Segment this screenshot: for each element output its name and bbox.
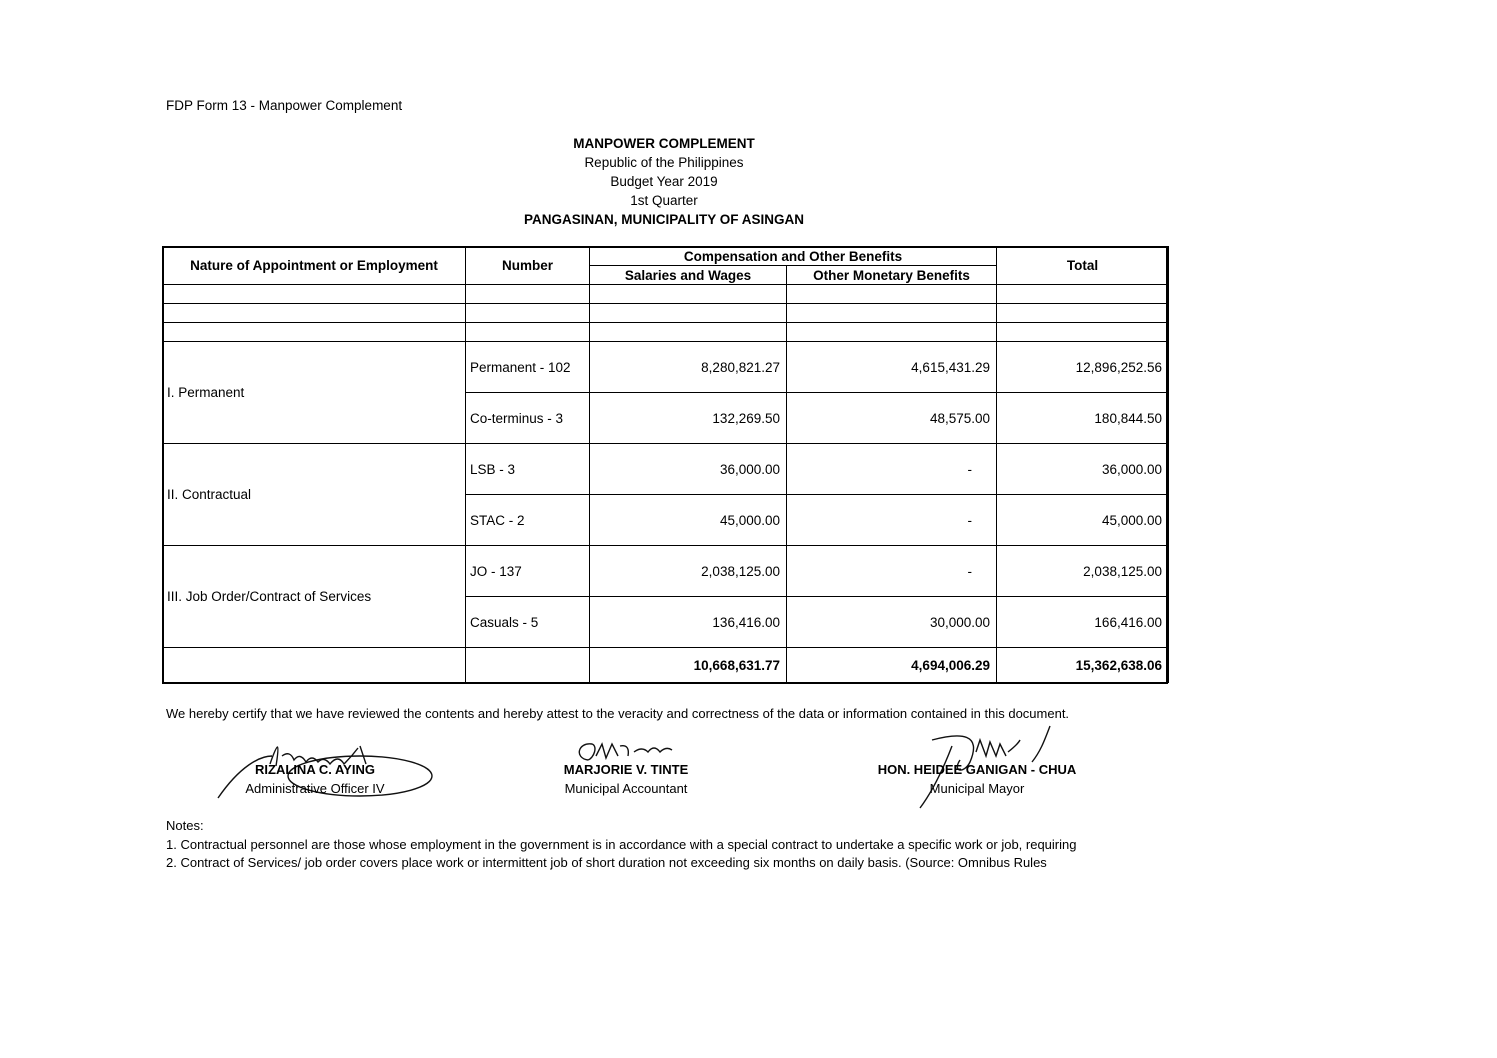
row-total: 12,896,252.56 xyxy=(997,342,1169,393)
signatory-name: RIZALINA C. AYING xyxy=(255,762,375,777)
form-title: FDP Form 13 - Manpower Complement xyxy=(166,98,403,113)
table-row xyxy=(163,342,1169,393)
signatory-position: Administrative Officer IV xyxy=(245,781,385,796)
report-quarter: 1st Quarter xyxy=(630,193,698,208)
col-header-total: Total xyxy=(997,247,1169,285)
signatory-position: Municipal Mayor xyxy=(929,781,1025,796)
total-other-benefits: 4,694,006.29 xyxy=(787,648,997,683)
row-other-benefits: 48,575.00 xyxy=(787,393,997,444)
group-label: I. Permanent xyxy=(163,342,466,444)
report-country: Republic of the Philippines xyxy=(584,155,744,170)
row-other-benefits: - xyxy=(787,495,997,546)
row-salaries: 36,000.00 xyxy=(590,444,787,495)
totals-row xyxy=(163,648,1169,683)
row-salaries: 2,038,125.00 xyxy=(590,546,787,597)
row-salaries: 8,280,821.27 xyxy=(590,342,787,393)
table-row xyxy=(163,444,1169,495)
grand-total: 15,362,638.06 xyxy=(997,648,1169,683)
col-header-number: Number xyxy=(466,247,590,285)
signatory-name: MARJORIE V. TINTE xyxy=(563,762,689,777)
row-other-benefits: - xyxy=(787,444,997,495)
report-title: MANPOWER COMPLEMENT xyxy=(573,136,755,151)
col-header-salaries: Salaries and Wages xyxy=(590,266,787,285)
row-total: 180,844.50 xyxy=(997,393,1169,444)
row-number: LSB - 3 xyxy=(466,444,590,495)
group-label: II. Contractual xyxy=(163,444,466,546)
row-number: Co-terminus - 3 xyxy=(466,393,590,444)
row-number: JO - 137 xyxy=(466,546,590,597)
blank-row xyxy=(163,285,1169,304)
row-number: STAC - 2 xyxy=(466,495,590,546)
report-lgu: PANGASINAN, MUNICIPALITY OF ASINGAN xyxy=(523,212,804,227)
report-header xyxy=(166,134,1162,229)
signatory-block xyxy=(526,760,726,798)
certification-statement: We hereby certify that we have reviewed the contents and hereby attest to the veracity and correctness of the data or information contained in this document. xyxy=(166,706,1070,721)
signatory-position: Municipal Accountant xyxy=(564,781,688,796)
row-number: Permanent - 102 xyxy=(466,342,590,393)
blank-row xyxy=(163,323,1169,342)
group-label: III. Job Order/Contract of Services xyxy=(163,546,466,648)
row-total: 45,000.00 xyxy=(997,495,1169,546)
row-other-benefits: 30,000.00 xyxy=(787,597,997,648)
col-header-other-benefits: Other Monetary Benefits xyxy=(787,266,997,285)
notes-heading: Notes: xyxy=(166,818,204,833)
report-budget-year: Budget Year 2019 xyxy=(610,174,718,189)
row-total: 2,038,125.00 xyxy=(997,546,1169,597)
signatory-name: HON. HEIDEE GANIGAN - CHUA xyxy=(877,762,1077,777)
col-header-nature: Nature of Appointment or Employment xyxy=(163,247,466,285)
manpower-table xyxy=(162,246,1169,683)
row-salaries: 45,000.00 xyxy=(590,495,787,546)
row-other-benefits: - xyxy=(787,546,997,597)
note-item: 1. Contractual personnel are those whose employment in the government is in accordance with a special contract to undertake a specific work or job, requiring xyxy=(166,836,1077,852)
row-other-benefits: 4,615,431.29 xyxy=(787,342,997,393)
row-salaries: 132,269.50 xyxy=(590,393,787,444)
signatory-block xyxy=(215,760,415,798)
note-item: 2. Contract of Services/ job order covers place work or intermittent job of short duration not exceeding six months on daily basis. (Source: Omnibus Rules xyxy=(166,855,1047,870)
table-row xyxy=(163,546,1169,597)
row-number: Casuals - 5 xyxy=(466,597,590,648)
col-header-compensation: Compensation and Other Benefits xyxy=(590,247,997,266)
row-total: 36,000.00 xyxy=(997,444,1169,495)
notes xyxy=(166,817,1076,873)
signatory-block xyxy=(857,760,1097,798)
blank-row xyxy=(163,304,1169,323)
row-salaries: 136,416.00 xyxy=(590,597,787,648)
total-salaries: 10,668,631.77 xyxy=(590,648,787,683)
row-total: 166,416.00 xyxy=(997,597,1169,648)
